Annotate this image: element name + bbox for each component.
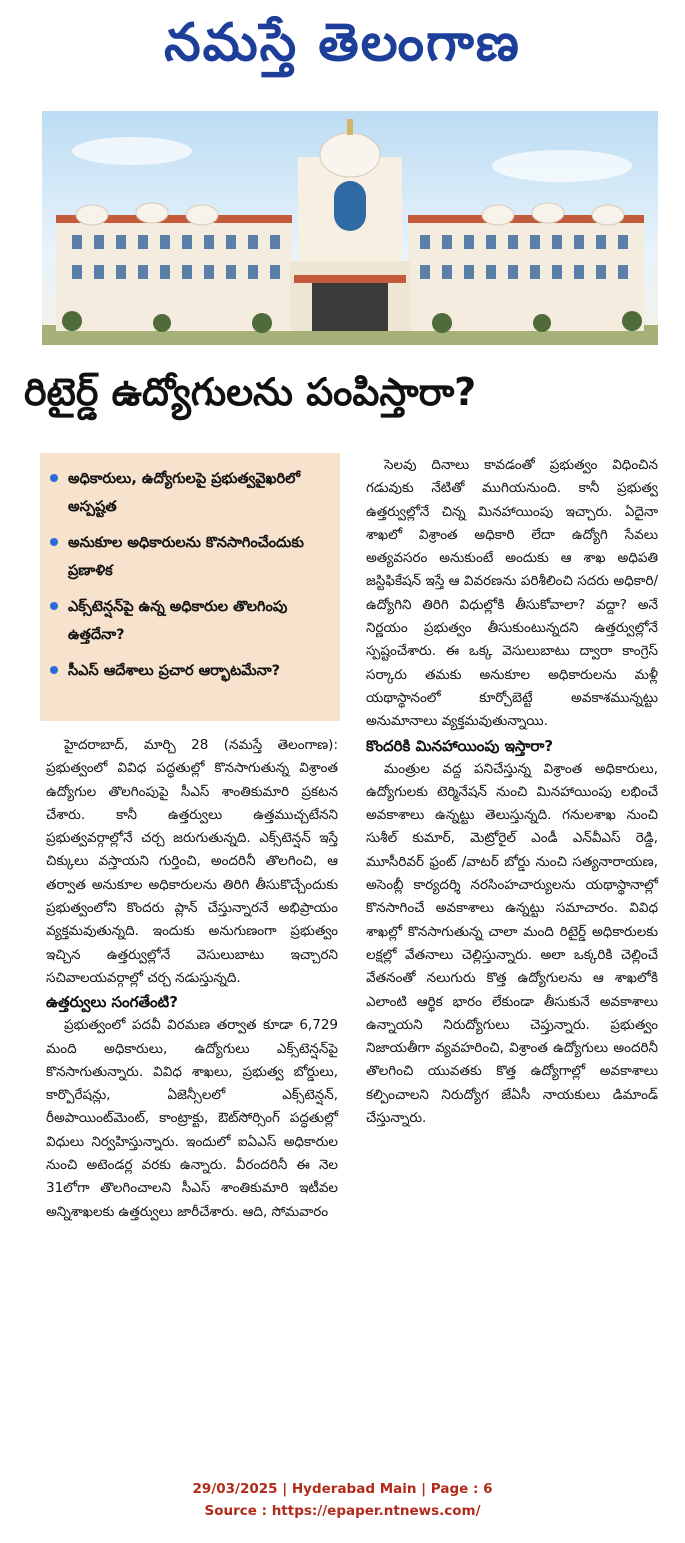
source-link[interactable]: Source : https://epaper.ntnews.com/ <box>204 1503 481 1519</box>
article-left-column <box>46 734 338 1224</box>
article-paragraph: ప్రభుత్వంలో పదవీ విరమణ తర్వాత కూడా 6,729 మంది అధికారులు, ఉద్యోగులు ఎక్స్‌టెన్షన్‌పై కొనసాగుతున్నారు. వివిధ శాఖలు, ప్రభుత్వ బోర్డులు, కార్పొరేషన్లు, ఏజెన్సీలలో ఎక్స్‌టెన్షన్, రీఅపాయింట్‌మెంట్, కాంట్రాక్టు, ఔట్‌సోర్సింగ్ పద్ధతుల్లో విధులు నిర్వహిస్తున్నారు. ఇందులో ఐఏఎస్ అధికారుల నుంచి అటెండర్ల వరకు ఉన్నారు. వీరందరినీ ఈ నెల 31లోగా తొలగించాలని సీఎస్ శాంతికుమారి ఇటీవల అన్నిశాఖలకు ఉత్తర్వులు జారీచేశారు. ఆది, సోమవారం <box>46 1017 338 1220</box>
masthead <box>0 8 685 78</box>
article-intro: హైదరాబాద్, మార్చి 28 (నమస్తే తెలంగాణ): ప్రభుత్వంలో వివిధ పద్ధతుల్లో కొనసాగుతున్న విశ్రాంత ఉద్యోగుల తొలగింపుపై సీఎస్ శాంతికుమారి ప్రకటన చేశారు. కానీ ఉత్తర్వులు ఉత్తముచ్చటేనని ప్రభుత్వవర్గాల్లోనే చర్చ జరుగుతున్నది. ఎక్స్‌టెన్షన్ ఇస్తే చిక్కులు వస్తాయని గుర్తించి, అందరినీ తొలగించి, ఆ తర్వాత అనుకూల అధికారులను తిరిగి తీసుకొచ్చేందుకు ప్రభుత్వంలోని కొందరు ప్లాన్ చేస్తున్నారనే అభిప్రాయం వ్యక్తమవుతున్నది. ఇందుకు అనుగుణంగా ప్రభుత్వం ఇచ్చిన ఉత్తర్వుల్లోనే వెసులుబాటు ఇచ్చారని సచివాలయవర్గాల్లో చర్చ నడుస్తున్నది. <box>46 737 338 986</box>
article-paragraph: మంత్రుల వద్ద పనిచేస్తున్న విశ్రాంత అధికారులు, ఉద్యోగులకు టెర్మినేషన్ నుంచి మినహాయింపు లభించే అవకాశాలు ఉన్నట్టు తెలుస్తున్నది. గనులశాఖ నుంచి సుశీల్ కుమార్, మెట్రోరైల్ ఎండీ ఎన్‌వీఎస్ రెడ్డి, మూసీరివర్ ఫ్రంట్ /వాటర్ బోర్డు నుంచి సత్యనారాయణ, అసెంబ్లీ కార్యదర్శి నరసింహచార్యులను యథాస్థానాల్లో కొనసాగించే అవకాశాలు ఉన్నట్టు సమాచారం. వివిధ శాఖల్లో కొనసాగుతున్న చాలా మంది రిటైర్డ్ అధికారులకు లక్షల్లో వేతనాలు చెల్లిస్తున్నారు. అలా ఒక్కరికి చెల్లించే వేతనంతో నలుగురు కొత్త ఉద్యోగులను ఆ శాఖలోకి ఎలాంటి ఆర్థిక భారం లేకుండా తీసుకునే అవకాశాలు ఉన్నాయని నిరుద్యోగులు చెప్తున్నారు. ప్రభుత్వం నిజాయతీగా వ్యవహరించి, విశ్రాంత ఉద్యోగులు అందరినీ తొలగించి యువతకు కొత్త ఉద్యోగాల్లో అవకాశాలు కల్పించాలని నిరుద్యోగ జేఏసీ నాయకులు డిమాండ్ చేస్తున్నారు. <box>366 760 658 1127</box>
subheading-orders: ఉత్తర్వులు సంగతేంటి? <box>46 993 178 1012</box>
highlight-item <box>50 529 330 585</box>
bullet-icon <box>50 602 58 610</box>
bullet-icon <box>50 538 58 546</box>
highlight-item <box>50 657 330 685</box>
newspaper-logo: నమస్తే తెలంగాణ <box>164 13 521 73</box>
bullet-icon <box>50 666 58 674</box>
highlight-text: అనుకూల అధికారులను కొనసాగించేందుకు ప్రణాళిక <box>68 535 304 579</box>
highlight-text: సీఎస్ ఆదేశాలు ప్రచార ఆర్భాటమేనా? <box>68 663 281 679</box>
page-footer <box>0 1478 685 1522</box>
bullet-icon <box>50 474 58 482</box>
secretariat-photo <box>42 111 658 345</box>
edition-info: 29/03/2025 | Hyderabad Main | Page : 6 <box>192 1481 493 1497</box>
highlight-text: ఎక్స్‌టెన్షన్‌పై ఉన్న అధికారుల తొలగింపు ఉత్తదేనా? <box>68 599 288 643</box>
highlight-item <box>50 465 330 521</box>
highlights-box <box>40 453 340 721</box>
headline: రిటైర్డ్ ఉద్యోగులను పంపిస్తారా? <box>24 370 477 414</box>
article-paragraph: సెలవు దినాలు కావడంతో ప్రభుత్వం విధించిన గడువుకు నేటితో ముగియనుంది. కానీ ప్రభుత్వ ఉత్తర్వుల్లోనే చిన్న మినహాయింపు ఇచ్చారు. ఏదైనా శాఖలో విశ్రాంత అధికారి లేదా ఉద్యోగి సేవలు అత్యవసరం అనుకుంటే అందుకు ఆ శాఖ అధిపతి జస్టిఫికేషన్ ఇస్తే ఆ వివరణను పరిశీలించి సదరు అధికారి/ఉద్యోగిని తిరిగి విధుల్లోకి తీసుకోవాలా? వద్దా? అనే నిర్ణయం ప్రభుత్వం తీసుకుంటున్నదని ఉత్తర్వుల్లోనే స్పష్టంచేశారు. ఈ ఒక్క వెసులుబాటు ద్వారా కాంగ్రెస్ సర్కారు తమకు అనుకూల అధికారులను మళ్లీ యథాస్థానంలో కూర్చోబెట్టే అవకాశమున్నట్టు అనుమానాలు వ్యక్తమవుతున్నాయి. <box>366 457 658 730</box>
subheading-exemption: కొందరికి మినహాయింపు ఇస్తారా? <box>366 736 554 755</box>
highlight-item <box>50 593 330 649</box>
article-right-column <box>366 454 658 1130</box>
highlight-text: అధికారులు, ఉద్యోగులపై ప్రభుత్వవైఖరిలో అస్పష్టత <box>68 471 301 515</box>
